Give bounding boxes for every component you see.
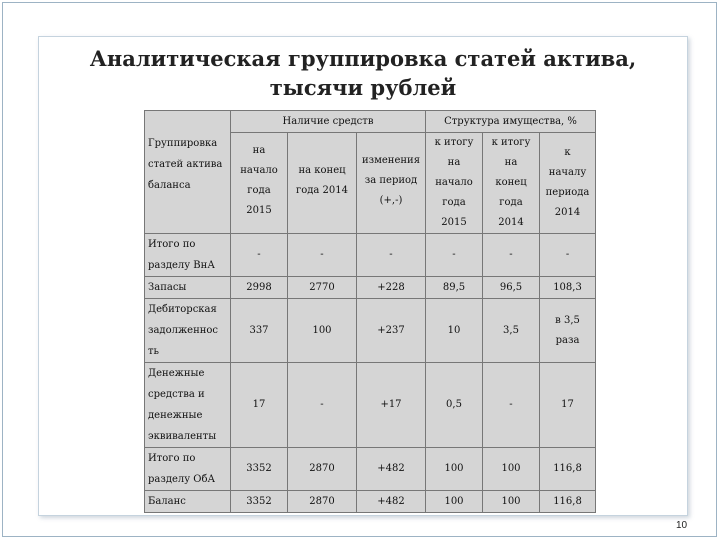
- cell-share-start: -: [426, 234, 483, 277]
- row-label-line: разделу ОбА: [148, 474, 216, 485]
- header-share-end-line: конец: [495, 177, 527, 188]
- row-label: Баланс: [145, 491, 231, 513]
- header-change-line: за период: [364, 175, 418, 186]
- header-share-start-line: 2015: [441, 217, 467, 228]
- cell-end: 2770: [288, 277, 357, 299]
- cell-change: +17: [357, 363, 426, 448]
- header-share-end-line: к итогу: [491, 137, 531, 148]
- cell-to-start: 108,3: [540, 277, 596, 299]
- row-label-line: Дебиторская: [148, 304, 217, 315]
- cell-share-end: 96,5: [483, 277, 540, 299]
- slide-title: [40, 44, 686, 102]
- row-label-line: разделу ВнА: [148, 260, 215, 271]
- header-share-start-line: на: [447, 157, 461, 168]
- header-to-start: [540, 133, 596, 234]
- cell-share-start: 10: [426, 299, 483, 363]
- cell-share-end: 100: [483, 491, 540, 513]
- cell-start: 2998: [231, 277, 288, 299]
- table-row: [145, 277, 596, 299]
- header-change-line: (+,-): [379, 195, 403, 206]
- header-change-line: изменения: [361, 155, 421, 166]
- header-share-end-line: 2014: [498, 217, 524, 228]
- cell-to-start: -: [540, 234, 596, 277]
- row-label-line: Денежные: [148, 368, 205, 379]
- header-share-end-line: года: [499, 197, 523, 208]
- header-item-line: статей актива: [148, 159, 223, 170]
- table-row: [145, 491, 596, 513]
- cell-to-start-line: раза: [555, 334, 580, 346]
- cell-share-start: 100: [426, 448, 483, 491]
- row-label-line: денежные: [148, 410, 203, 421]
- header-start-line: года: [247, 185, 271, 196]
- header-share-start-line: года: [442, 197, 466, 208]
- cell-end: -: [288, 363, 357, 448]
- table-row: [145, 234, 596, 277]
- table-row: [145, 448, 596, 491]
- table-row: [145, 299, 596, 363]
- cell-share-end: 3,5: [483, 299, 540, 363]
- cell-start: 3352: [231, 448, 288, 491]
- header-to-start-line: периода: [545, 187, 590, 198]
- title-line-1: Аналитическая группировка статей актива,: [89, 46, 637, 71]
- cell-end: 100: [288, 299, 357, 363]
- cell-end: 2870: [288, 448, 357, 491]
- cell-change: +482: [357, 491, 426, 513]
- cell-change: -: [357, 234, 426, 277]
- cell-to-start: 116,8: [540, 491, 596, 513]
- asset-table-container: [144, 110, 595, 507]
- title-line-2: тысячи рублей: [269, 75, 457, 100]
- header-to-start-line: к: [564, 147, 571, 158]
- row-label-line: эквиваленты: [148, 431, 217, 442]
- cell-change: +482: [357, 448, 426, 491]
- row-label-line: задолженнос: [148, 325, 219, 336]
- cell-share-end: -: [483, 363, 540, 448]
- header-start-line: начало: [240, 165, 278, 176]
- cell-to-start: [540, 299, 596, 363]
- cell-share-end: -: [483, 234, 540, 277]
- header-share-start-line: начало: [435, 177, 473, 188]
- cell-end: -: [288, 234, 357, 277]
- row-label-line: средства и: [148, 389, 205, 400]
- header-end-line: на конец: [298, 165, 346, 176]
- row-label-line: Итого по: [148, 239, 196, 250]
- row-label: [145, 448, 231, 491]
- cell-end: 2870: [288, 491, 357, 513]
- header-to-start-line: 2014: [554, 207, 581, 218]
- cell-start: -: [231, 234, 288, 277]
- row-label: [145, 363, 231, 448]
- row-label-line: Итого по: [148, 453, 196, 464]
- asset-table: [144, 110, 596, 513]
- header-share-start-line: к итогу: [434, 137, 474, 148]
- cell-change: +228: [357, 277, 426, 299]
- header-share-end: [483, 133, 540, 234]
- group-header-row: [145, 111, 596, 133]
- header-item-line: баланса: [148, 180, 191, 191]
- row-label: [145, 299, 231, 363]
- row-label-line: ть: [148, 346, 159, 357]
- page-number: 10: [676, 520, 688, 531]
- header-structure: Структура имущества, %: [426, 111, 596, 133]
- cell-share-end: 100: [483, 448, 540, 491]
- cell-to-start: 116,8: [540, 448, 596, 491]
- row-label: Запасы: [145, 277, 231, 299]
- header-change: [357, 133, 426, 234]
- cell-start: 337: [231, 299, 288, 363]
- table-row: [145, 363, 596, 448]
- cell-change: +237: [357, 299, 426, 363]
- cell-share-start: 100: [426, 491, 483, 513]
- row-label: [145, 234, 231, 277]
- header-share-end-line: на: [504, 157, 518, 168]
- header-to-start-line: началу: [548, 167, 587, 178]
- cell-start: 3352: [231, 491, 288, 513]
- header-availability: Наличие средств: [231, 111, 426, 133]
- header-start: [231, 133, 288, 234]
- cell-to-start: 17: [540, 363, 596, 448]
- header-start-line: на: [252, 145, 266, 156]
- cell-share-start: 0,5: [426, 363, 483, 448]
- header-item: [145, 111, 231, 234]
- header-end-line: года 2014: [295, 185, 348, 196]
- cell-share-start: 89,5: [426, 277, 483, 299]
- header-item-line: Группировка: [148, 138, 218, 149]
- cell-start: 17: [231, 363, 288, 448]
- cell-to-start-line: в 3,5: [555, 314, 580, 326]
- header-share-start: [426, 133, 483, 234]
- header-end: [288, 133, 357, 234]
- header-start-line: 2015: [246, 205, 272, 216]
